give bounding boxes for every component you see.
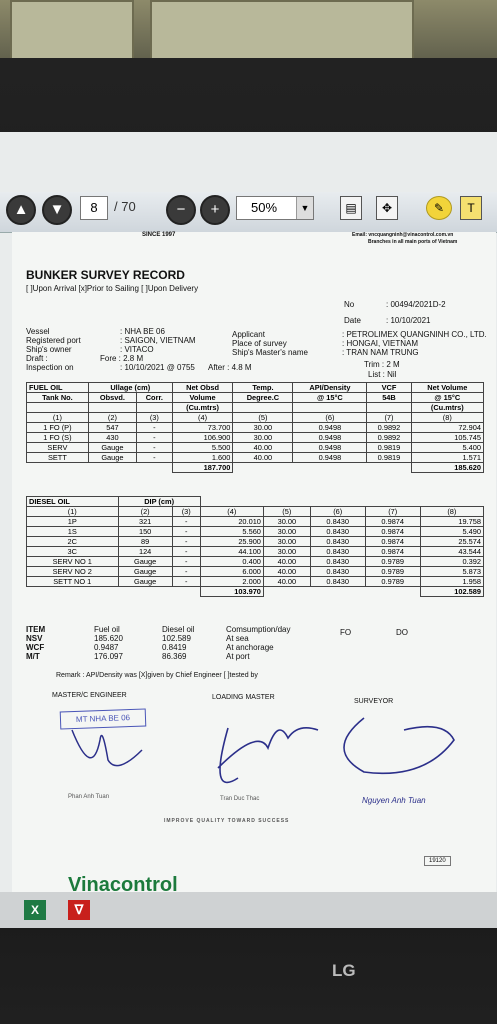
engineer-signature [62,720,152,780]
header-branches: Branches in all main ports of Vietnam [368,239,458,245]
header-cell: Tank No. [27,393,89,403]
summary-value: 176.097 [94,652,123,661]
table-cell: 106.900 [172,433,233,443]
table-cell: 0.9789 [365,577,420,587]
table-cell: 40.00 [233,453,293,463]
summary-value: 86.369 [162,652,187,661]
header-cell: 54B [367,393,411,403]
info-label: Draft : [26,354,48,363]
table-cell: 0.9789 [365,557,420,567]
excel-icon[interactable]: X [24,900,46,920]
summary-value: Diesel oil [162,625,195,634]
summary-label: NSV [26,634,43,643]
table-cell: - [172,557,200,567]
info-value: : HONGAI, VIETNAM [342,339,419,348]
table-cell: 430 [88,433,136,443]
index-cell: (6) [293,413,367,423]
table-cell: - [172,547,200,557]
table-row [27,567,484,577]
table-cell: 89 [118,537,172,547]
index-cell: (4) [200,507,263,517]
table-cell: 2.000 [200,577,263,587]
index-cell: (8) [411,413,483,423]
consumption-column [226,625,290,661]
page-number-input[interactable]: 8 [80,196,108,220]
index-cell: (7) [367,413,411,423]
header-cell: Ullage (cm) [88,383,172,393]
table-cell: - [137,443,173,453]
table-cell: 40.00 [263,577,310,587]
fuel-oil-table [26,382,484,473]
summary-value: 0.9487 [94,643,119,652]
table-cell: Gauge [88,453,136,463]
loading-master-label: LOADING MASTER [212,694,275,701]
info-value: : PETROLIMEX QUANGNINH CO., LTD. [342,330,487,339]
table-cell: - [137,423,173,433]
vinacontrol-logo: Vinacontrol [68,874,178,892]
info-value: : 10/10/2021 @ 0755 [120,363,195,372]
table-cell: 0.9498 [293,443,367,453]
chevron-down-icon: ▼ [296,197,313,219]
table-cell: 73.700 [172,423,233,433]
summary-item-labels [26,625,45,661]
text-highlight-icon[interactable]: T [460,196,482,220]
header-cell: Degree.C [233,393,293,403]
table-row [27,423,484,433]
table-cell: 30.00 [233,433,293,443]
header-cell: @ 15°C [293,393,367,403]
table-cell: 1.571 [411,453,483,463]
draft-after: After : 4.8 M [208,363,252,372]
master-engineer-label: MASTER/C ENGINEER [52,692,127,699]
table-cell: - [137,433,173,443]
table-cell: 1S [27,527,119,537]
header-cell: Volume [172,393,233,403]
document-page [12,232,496,892]
header-cell: (Cu.mtrs) [172,403,233,413]
surveyor-signature [324,710,464,780]
info-value: Fore : 2.8 M [100,354,144,363]
page-mark: 19120 [424,856,451,866]
table-cell: 25.574 [420,537,483,547]
table-cell: 40.00 [263,557,310,567]
header-cell: API/Density [293,383,367,393]
table-cell: 1 FO (S) [27,433,89,443]
info-value: : TRAN NAM TRUNG [342,348,419,357]
table-cell: 547 [88,423,136,433]
table-cell: SERV NO 1 [27,557,119,567]
table-cell: - [137,453,173,463]
table-cell: Gauge [118,567,172,577]
delivery-options: [ ]Upon Arrival [x]Prior to Sailing [ ]Upon Delivery [26,284,199,293]
fit-page-icon[interactable]: ▤ [340,196,362,220]
table-row [27,433,484,443]
header-cell: DIP (cm) [118,497,200,507]
index-cell: (2) [88,413,136,423]
summary-diesel-column [162,625,194,661]
header-cell: Obsvd. [88,393,136,403]
table-cell: SETT [27,453,89,463]
table-row [27,517,484,527]
header-cell: Net Volume [411,383,483,393]
left-info-values [100,327,196,372]
master-signature [198,708,328,808]
table-cell: 0.9892 [367,423,411,433]
table-cell: 150 [118,527,172,537]
info-label: Applicant [232,330,265,339]
table-cell: 0.8430 [310,537,365,547]
remark: Remark : API/Density was [X]given by Chief Engineer [ ]tested by [56,672,258,679]
table-cell: 1 FO (P) [27,423,89,433]
table-cell: 0.9874 [365,527,420,537]
info-label: Registered port [26,336,81,345]
pdf-reader-icon[interactable]: ∇ [68,900,90,920]
consumption-label: Comsumption/day [226,625,291,634]
index-cell: (7) [365,507,420,517]
table-cell: 0.9498 [293,433,367,443]
document-title: BUNKER SURVEY RECORD [26,268,185,282]
index-cell: (1) [27,413,89,423]
index-cell: (5) [263,507,310,517]
summary-value: 0.8419 [162,643,187,652]
info-label: Place of survey [232,339,287,348]
header-cell: Net Obsd [172,383,233,393]
table-cell: 30.00 [263,547,310,557]
index-cell: (6) [310,507,365,517]
table-cell: 30.00 [233,423,293,433]
no-label: No [344,300,355,309]
header-cell: @ 15°C [411,393,483,403]
table-cell: 2C [27,537,119,547]
summary-value: 102.589 [162,634,191,643]
table-cell: 0.8430 [310,557,365,567]
table-cell: 0.8430 [310,517,365,527]
index-cell: (3) [137,413,173,423]
index-cell: (3) [172,507,200,517]
since-label: SINCE 1997 [142,232,176,238]
table-cell: 0.8430 [310,527,365,537]
table-cell: 6.000 [200,567,263,577]
diesel-total-obsd: 103.970 [200,587,263,597]
date-value: : 10/10/2021 [386,316,431,325]
table-cell: - [172,567,200,577]
info-value: : VITACO [120,345,154,354]
table-cell: 0.9819 [367,453,411,463]
table-cell: 30.00 [263,517,310,527]
table-cell: 0.8430 [310,567,365,577]
table-cell: - [172,517,200,527]
table-cell: - [172,527,200,537]
table-row [27,557,484,567]
header-cell: Temp. [233,383,293,393]
table-cell: Gauge [118,557,172,567]
ship-stamp: MT NHA BE 06 [60,709,147,730]
table-cell: 0.9892 [367,433,411,443]
pdf-toolbar [0,192,497,233]
table-cell: 5.500 [172,443,233,453]
diesel-total-net: 102.589 [420,587,483,597]
table-cell: 5.873 [420,567,483,577]
list-value: List : Nil [368,370,397,379]
info-value: : NHA BE 06 [120,327,165,336]
table-cell: 40.00 [263,567,310,577]
page-total: / 70 [114,199,136,214]
table-row [27,577,484,587]
zoom-select[interactable] [236,196,314,220]
left-info-labels [26,327,81,372]
info-label: Inspection on [26,363,74,372]
table-cell: 1.958 [420,577,483,587]
fo-label: FO [340,628,352,637]
index-cell: (2) [118,507,172,517]
table-cell: SERV NO 2 [27,567,119,577]
fuel-total-obsd: 187.700 [172,463,233,473]
table-cell: 40.00 [233,443,293,453]
table-cell: 0.9874 [365,537,420,547]
header-email: Email: vncquangninh@vinacontrol.com.vn [352,232,454,238]
monitor-screen [0,132,497,892]
table-cell: - [172,537,200,547]
table-cell: 1P [27,517,119,527]
table-cell: 43.544 [420,547,483,557]
table-cell: SERV [27,443,89,453]
no-value: : 00494/2021D-2 [386,300,446,309]
summary-value: 185.620 [94,634,123,643]
summary-label: WCF [26,643,45,652]
monitor-brand-logo: LG [332,961,356,980]
table-cell: Gauge [88,443,136,453]
table-row [27,453,484,463]
table-cell: 124 [118,547,172,557]
info-label: Ship's Master's name [232,348,308,357]
surveyor-label: SURVEYOR [354,698,394,705]
table-cell: 5.560 [200,527,263,537]
trim-value: Trim : 2 M [364,360,400,369]
consumption-label: At sea [226,634,249,643]
header-cell: Corr. [137,393,173,403]
table-cell: 1.600 [172,453,233,463]
header-cell: (Cu.mtrs) [411,403,483,413]
table-cell: 105.745 [411,433,483,443]
table-cell: 72.904 [411,423,483,433]
index-cell: (4) [172,413,233,423]
info-value: : SAIGON, VIETNAM [120,336,196,345]
table-cell: 5.490 [420,527,483,537]
info-label: Ship's owner [26,345,72,354]
table-cell: 0.9498 [293,453,367,463]
next-page-down-arrow-icon[interactable]: ▼ [42,195,72,225]
table-cell: SETT NO 1 [27,577,119,587]
table-cell: 30.00 [263,537,310,547]
table-cell: 0.8430 [310,547,365,557]
table-cell: 25.900 [200,537,263,547]
fit-width-icon[interactable]: ✥ [376,196,398,220]
wall-window [10,0,134,64]
table-cell: 0.9819 [367,443,411,453]
table-cell: Gauge [118,577,172,587]
table-cell: 0.392 [420,557,483,567]
diesel-oil-table [26,496,484,597]
table-row [27,547,484,557]
comment-icon[interactable]: ✎ [426,196,452,220]
table-row [27,527,484,537]
table-cell: 0.9874 [365,547,420,557]
table-cell: 5.400 [411,443,483,453]
consumption-label: At anchorage [226,643,274,652]
table-cell: 30.00 [263,527,310,537]
table-cell: 321 [118,517,172,527]
zoom-out-minus-icon[interactable]: − [166,195,196,225]
info-label: Vessel [26,327,50,336]
prev-page-up-arrow-icon[interactable]: ▲ [6,195,36,225]
do-label: DO [396,628,408,637]
table-cell: 0.9789 [365,567,420,577]
consumption-label: At port [226,652,250,661]
index-cell: (5) [233,413,293,423]
master-name: Tran Duc Thac [220,796,260,802]
table-cell: - [172,577,200,587]
table-cell: 20.010 [200,517,263,527]
zoom-in-plus-icon[interactable]: + [200,195,230,225]
wall-window [150,0,414,64]
index-cell: (8) [420,507,483,517]
fuel-total-net: 185.620 [411,463,483,473]
table-row [27,537,484,547]
table-cell: 0.9498 [293,423,367,433]
header-cell: VCF [367,383,411,393]
right-info-values [342,330,487,357]
zoom-value: 50% [251,200,278,215]
table-cell: 19.758 [420,517,483,527]
table-cell: 44.100 [200,547,263,557]
surveyor-name: Nguyen Anh Tuan [362,796,426,805]
date-label: Date [344,316,361,325]
table-cell: 0.8430 [310,577,365,587]
summary-label: ITEM [26,625,46,634]
header-cell: DIESEL OIL [27,497,119,507]
taskbar [0,892,497,928]
summary-fuel-column [94,625,123,661]
header-cell: FUEL OIL [27,383,89,393]
slogan: IMPROVE QUALITY TOWARD SUCCESS [164,818,290,824]
table-cell: 0.400 [200,557,263,567]
summary-label: M/T [26,652,40,661]
table-cell: 0.9874 [365,517,420,527]
right-info-labels [232,330,308,357]
table-row [27,443,484,453]
engineer-name: Phan Anh Tuan [68,794,110,800]
index-cell: (1) [27,507,119,517]
summary-value: Fuel oil [94,625,120,634]
table-cell: 3C [27,547,119,557]
